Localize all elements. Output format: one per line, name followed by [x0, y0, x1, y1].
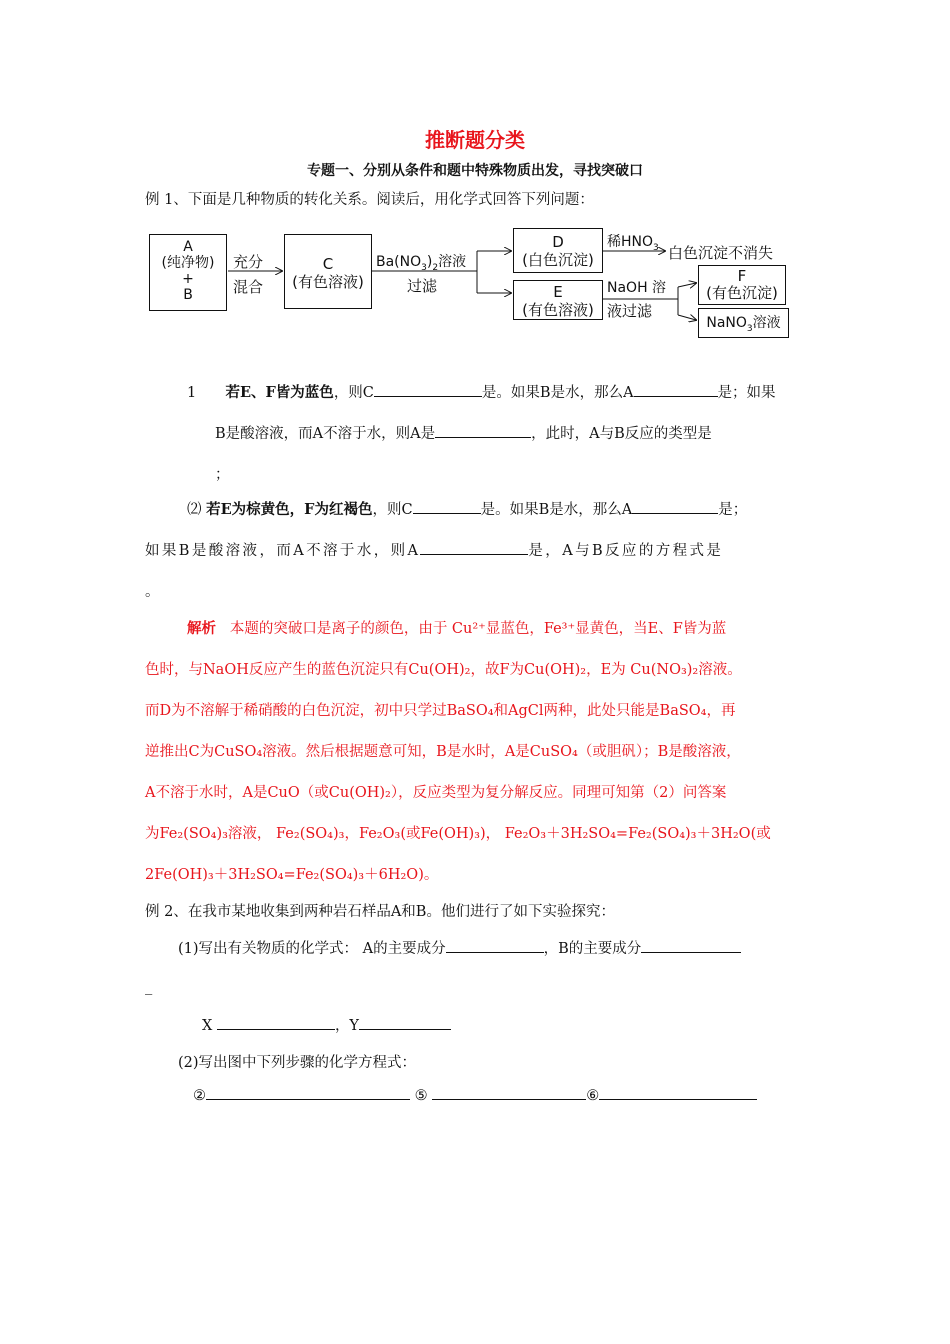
- answer-blank-c[interactable]: [374, 382, 482, 397]
- analysis-line-6: 为Fe₂(SO₄)₃溶液， Fe₂(SO₄)₃，Fe₂O₃(或Fe(OH)₃)， Fe₂O₃＋3H₂SO₄=Fe₂(SO₄)₃＋3H₂O(或: [145, 826, 771, 842]
- question-1-line1: 1 若E、F皆为蓝色，则C 是。如果B是水，那么A 是；如果: [187, 384, 776, 401]
- page-title: 推断题分类: [425, 128, 525, 152]
- filter-label: 过滤: [407, 277, 438, 295]
- question-2-line2: 如果B是酸溶液，而A不溶于水，则A 是，A与B反应的方程式是: [145, 539, 723, 560]
- mix-label-2: 混合: [233, 278, 264, 296]
- example1-intro: 例 1、下面是几种物质的转化关系。阅读后，用化学式回答下列问题：: [145, 192, 594, 208]
- analysis-line-7: 2Fe(OH)₃＋3H₂SO₄=Fe₂(SO₄)₃＋6H₂O)。: [145, 867, 439, 883]
- analysis-line-2: 色时，与NaOH反应产生的蓝色沉淀只有Cu(OH)₂，故F为Cu(OH)₂，E为 Cu(NO₃)₂溶液。: [145, 662, 742, 678]
- answer-blank-a-component[interactable]: [446, 938, 544, 953]
- analysis-label: 解析: [187, 620, 216, 637]
- example2-xy: X ，Y: [202, 1014, 451, 1035]
- answer-blank-c2[interactable]: [413, 499, 481, 514]
- question-2-line1: ⑵ 若E为棕黄色，F为红褐色，则C 是。如果B是水，那么A 是；: [187, 501, 748, 518]
- question-2-line3: 。: [145, 584, 160, 600]
- box-f-note: (有色沉淀): [706, 284, 778, 302]
- reagent-ba-no3-2: $Ba(NO_3)_2$溶液: [376, 254, 467, 273]
- plus-sign: +: [182, 271, 194, 287]
- box-e-label: E: [553, 283, 563, 301]
- analysis-line-5: A不溶于水时，A是CuO（或Cu(OH)₂），反应类型为复分解反应。同理可知第（2）问答案: [145, 785, 727, 801]
- question-1-line2: B是酸溶液，而A不溶于水，则A是 ，此时，A与B反应的类型是: [215, 422, 712, 443]
- question-2-number: ⑵: [187, 502, 202, 518]
- answer-blank-step2[interactable]: [206, 1085, 410, 1100]
- mix-label-1: 充分: [233, 253, 264, 271]
- answer-blank-y[interactable]: [359, 1015, 451, 1030]
- reagent-naoh-line2: 液过滤: [607, 302, 653, 320]
- box-b-label: B: [183, 287, 193, 303]
- box-c-label: C: [322, 255, 334, 273]
- answer-blank-a-acid[interactable]: [435, 423, 531, 438]
- example2-intro: 例 2、在我市某地收集到两种岩石样品A和B。他们进行了如下实验探究：: [145, 904, 615, 920]
- box-d-note: (白色沉淀): [522, 251, 594, 269]
- reagent-naoh-line1: NaOH 溶: [607, 280, 667, 296]
- question-1-number: 1: [187, 385, 197, 401]
- analysis-line-3: 而D为不溶解于稀硝酸的白色沉淀，初中只学过BaSO₄和AgCl两种，此处只能是BaSO₄，再: [145, 703, 736, 719]
- diagram-arrows: [0, 0, 950, 360]
- box-c: [284, 234, 372, 309]
- box-nano3: NaNO$_3$溶液: [698, 308, 789, 338]
- answer-blank-a2-acid[interactable]: [420, 540, 528, 555]
- answer-blank-step5[interactable]: [432, 1085, 586, 1100]
- example2-part2: (2)写出图中下列步骤的化学方程式：: [178, 1055, 417, 1071]
- analysis-line-4: 逆推出C为CuSO₄溶液。然后根据题意可知，B是水时，A是CuSO₄（或胆矾）；B是酸溶液，: [145, 744, 741, 760]
- section-subtitle: 专题一、分别从条件和题中特殊物质出发，寻找突破口: [307, 163, 643, 179]
- box-e: [513, 280, 603, 320]
- answer-blank-a2-water[interactable]: [632, 499, 718, 514]
- arrow-to-f: [678, 283, 696, 287]
- box-c-note: (有色溶液): [292, 273, 364, 291]
- box-d: [513, 228, 603, 273]
- example2-dash: _: [145, 979, 153, 995]
- box-f: [698, 265, 786, 305]
- box-a-plus-b: [149, 234, 227, 311]
- question-1-line3: ；: [215, 467, 230, 483]
- box-d-label: D: [552, 233, 564, 251]
- box-a-label: A: [183, 239, 193, 255]
- question-2-condition: 若E为棕黄色，F为红褐色: [206, 501, 373, 518]
- example2-steps: ② ⑤ ⑥: [193, 1085, 757, 1104]
- arrow-to-nano3: [678, 315, 696, 320]
- question-1-condition: 若E、F皆为蓝色: [225, 384, 334, 401]
- white-precipitate-result: 白色沉淀不消失: [668, 244, 774, 262]
- box-e-note: (有色溶液): [522, 301, 594, 319]
- answer-blank-b-component[interactable]: [641, 938, 741, 953]
- answer-blank-a-water[interactable]: [634, 382, 718, 397]
- example2-part1: (1)写出有关物质的化学式： A的主要成分 ，B的主要成分: [178, 937, 741, 958]
- answer-blank-step6[interactable]: [599, 1085, 757, 1100]
- box-a-note: (纯净物): [161, 255, 215, 271]
- analysis-line-1: 解析 本题的突破口是离子的颜色，由于 Cu²⁺显蓝色，Fe³⁺显黄色，当E、F皆为蓝: [187, 620, 727, 637]
- box-f-label: F: [737, 267, 747, 285]
- answer-blank-x[interactable]: [217, 1015, 335, 1030]
- reagent-dilute-hno3: 稀$HNO_3$: [607, 234, 659, 253]
